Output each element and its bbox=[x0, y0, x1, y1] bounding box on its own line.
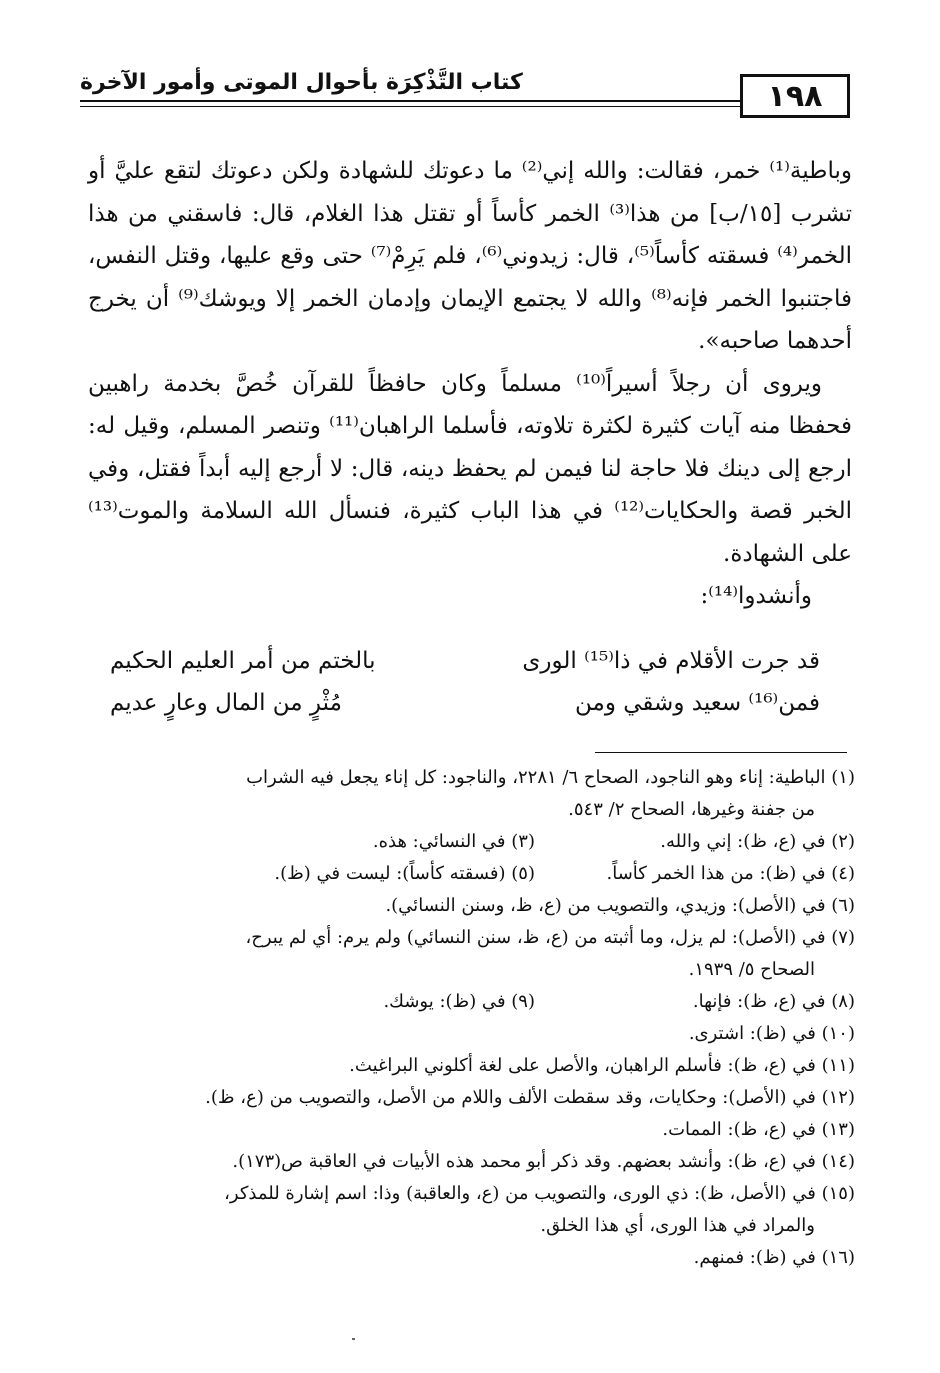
footnote-7-continued: الصحاح ٥/ ١٩٣٩. bbox=[688, 959, 815, 980]
footnote-15-continued: والمراد في هذا الورى، أي هذا الخلق. bbox=[540, 1215, 815, 1236]
footnote-10: (١٠) في (ظ): اشترى. bbox=[688, 1023, 855, 1044]
footnote-separator bbox=[595, 752, 847, 753]
footnote-4: (٤) في (ظ): من هذا الخمر كأساً. bbox=[606, 863, 855, 884]
main-text bbox=[88, 150, 852, 618]
footnote-1: (١) الباطية: إناء وهو الناجود، الصحاح ٦/ ٢٢٨١، والناجود: كل إناء يجعل فيه الشراب bbox=[246, 767, 855, 788]
footnote-row bbox=[105, 858, 855, 890]
paragraph-1: وباطية⁽¹⁾ خمر، فقالت: والله إني⁽²⁾ ما دعوتك للشهادة ولكن دعوتك لتقع عليَّ أو تشرب [١٥/ب] من هذا⁽³⁾ الخمر كأساً أو تقتل هذا الغلام، قال: فاسقني من هذا الخمر⁽⁴⁾ فسقته كأساً⁽⁵⁾، قال: زيدوني⁽⁶⁾، فلم يَرِمْ⁽⁷⁾ حتى وقع عليها، وقتل النفس، فاجتنبوا الخمر فإنه⁽⁸⁾ والله لا يجتمع الإيمان وإدمان الخمر إلا ويوشك⁽⁹⁾ أن يخرج أحدهما صاحبه». bbox=[88, 158, 853, 354]
footnote-1-continued: من جفنة وغيرها، الصحاح ٢/ ٥٤٣. bbox=[568, 799, 815, 820]
footnote-12: (١٢) في (الأصل): وحكايات، وقد سقطت الألف واللام من الأصل، والتصويب من (ع، ظ). bbox=[205, 1087, 855, 1108]
footnote-14: (١٤) في (ع، ظ): وأنشد بعضهم. وقد ذكر أبو محمد هذه الأبيات في العاقبة ص(١٧٣). bbox=[232, 1151, 855, 1172]
verse-left-hemistich: بالختم من أمر العليم الحكيم bbox=[110, 648, 376, 674]
header-rule-bottom bbox=[80, 106, 740, 107]
footnote-2: (٢) في (ع، ظ): إني والله. bbox=[660, 831, 855, 852]
print-speck bbox=[352, 1338, 355, 1340]
footnote-13: (١٣) في (ع، ظ): الممات. bbox=[662, 1119, 855, 1140]
footnote-15: (١٥) في (الأصل، ظ): ذي الورى، والتصويب من (ع، والعاقبة) وذا: اسم إشارة للمذكر، bbox=[224, 1183, 855, 1204]
footnote-8: (٨) في (ع، ظ): فإنها. bbox=[692, 991, 855, 1012]
footnotes bbox=[105, 762, 855, 1274]
paragraph-2: ويروى أن رجلاً أسيراً⁽¹⁰⁾ مسلماً وكان حافظاً للقرآن خُصَّ بخدمة راهبين فحفظا منه آيات كثيرة لكثرة تلاوته، فأسلما الراهبان⁽¹¹⁾ وتنصر المسلم، وقيل له: ارجع إلى دينك فلا حاجة لنا فيمن لم يحفظ دينه، قال: لا أرجع إليه أبداً فقتل، وفي الخبر قصة والحكايات⁽¹²⁾ في هذا الباب كثيرة، فنسأل الله السلامة والموت⁽¹³⁾ على الشهادة. bbox=[88, 370, 852, 567]
footnote-9: (٩) في (ظ): يوشك. bbox=[383, 991, 535, 1012]
footnote-16: (١٦) في (ظ): فمنهم. bbox=[693, 1247, 855, 1268]
footnote-row bbox=[105, 826, 855, 858]
verse-right-hemistich: فمن⁽¹⁶⁾ سعيد وشقي ومن bbox=[575, 690, 820, 716]
page-number: ١٩٨ bbox=[767, 78, 823, 114]
book-title: كتاب التَّذْكِرَة بأحوال الموتى وأمور الآخرة bbox=[80, 70, 523, 95]
footnote-11: (١١) في (ع، ظ): فأسلم الراهبان، والأصل على لغة أكلوني البراغيث. bbox=[349, 1055, 855, 1076]
verse-right-hemistich: قد جرت الأقلام في ذا⁽¹⁵⁾ الورى bbox=[522, 648, 820, 674]
header-rule-top bbox=[80, 100, 740, 102]
poem-verse bbox=[110, 682, 820, 724]
running-header bbox=[80, 60, 850, 118]
poem-intro: وأنشدوا⁽¹⁴⁾: bbox=[700, 583, 812, 609]
footnote-row bbox=[105, 986, 855, 1018]
poem-verse bbox=[110, 640, 820, 682]
footnote-6: (٦) في (الأصل): وزيدي، والتصويب من (ع، ظ، وسنن النسائي). bbox=[385, 895, 855, 916]
poem bbox=[110, 640, 820, 724]
footnote-5: (٥) (فسقته كأساً): ليست في (ظ). bbox=[274, 863, 535, 884]
verse-left-hemistich: مُثْرٍ من المال وعارٍ عديم bbox=[110, 690, 342, 716]
footnote-3: (٣) في النسائي: هذه. bbox=[372, 831, 535, 852]
footnote-7: (٧) في (الأصل): لم يزل، وما أثبته من (ع، ظ، سنن النسائي) ولم يرم: أي لم يبرح، bbox=[245, 927, 855, 948]
page-number-box bbox=[740, 74, 850, 118]
